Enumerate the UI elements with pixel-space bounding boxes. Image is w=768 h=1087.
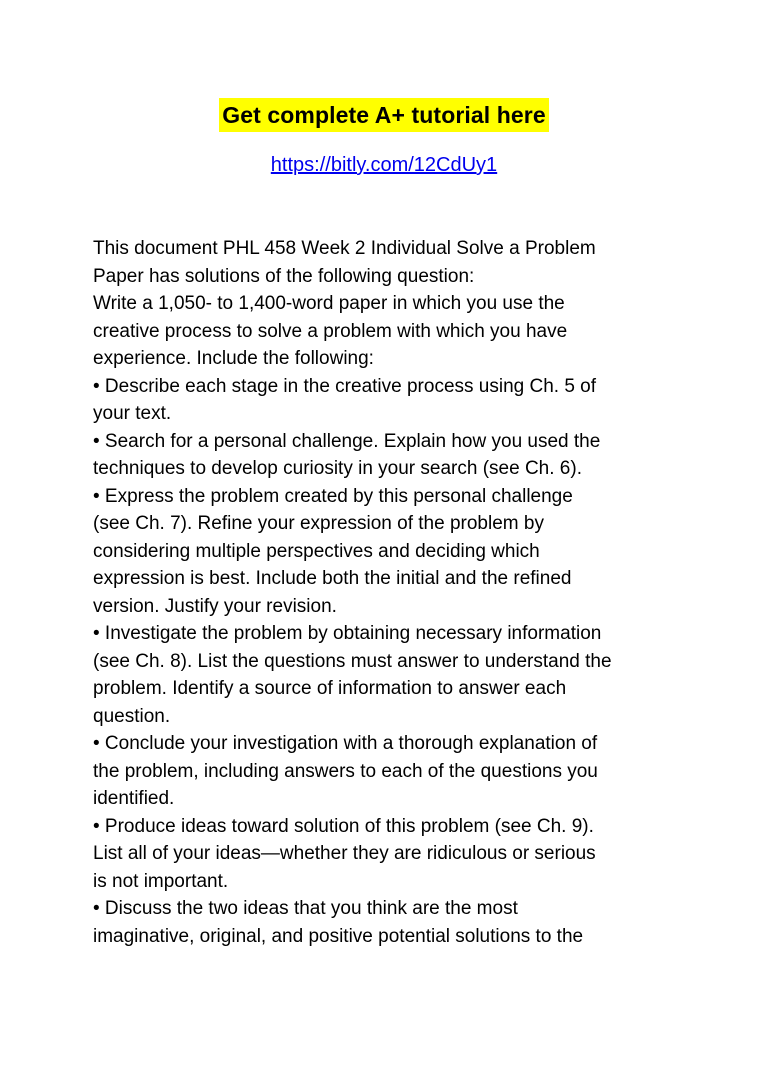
tutorial-link[interactable]: https://bitly.com/12CdUy1: [270, 154, 498, 176]
bullet-line: • Investigate the problem by obtaining necessary information: [93, 623, 602, 644]
body-line: (see Ch. 7). Refine your expression of the problem by: [93, 513, 544, 534]
body-line: Write a 1,050- to 1,400-word paper in which you use the: [93, 293, 565, 314]
body-line: (see Ch. 8). List the questions must answer to understand the: [93, 650, 612, 672]
body-line: techniques to develop curiosity in your search (see Ch. 6).: [93, 458, 582, 479]
body-line: problem. Identify a source of information to answer each: [93, 678, 567, 699]
bullet-line: • Express the problem created by this personal challenge: [93, 485, 573, 507]
document-body: [93, 235, 683, 950]
page-title: Get complete A+ tutorial here: [219, 98, 549, 132]
bullet-line: • Search for a personal challenge. Explain how you used the: [93, 430, 601, 452]
body-line: your text.: [93, 403, 172, 424]
body-line: question.: [93, 705, 171, 727]
body-line: Paper has solutions of the following question:: [93, 265, 475, 287]
bullet-line: • Conclude your investigation with a thorough explanation of: [93, 733, 598, 754]
body-line: creative process to solve a problem with which you have: [93, 320, 568, 342]
body-line: version. Justify your revision.: [93, 595, 337, 617]
title-container: [0, 98, 768, 132]
body-line: is not important.: [93, 870, 229, 892]
link-container: [0, 150, 768, 180]
body-line: This document PHL 458 Week 2 Individual Solve a Problem: [93, 238, 596, 259]
body-line: experience. Include the following:: [93, 348, 374, 369]
bullet-line: • Produce ideas toward solution of this problem (see Ch. 9).: [93, 815, 594, 837]
body-line: expression is best. Include both the initial and the refined: [93, 568, 572, 589]
body-line: imaginative, original, and positive potential solutions to the: [93, 925, 584, 947]
bullet-line: • Describe each stage in the creative process using Ch. 5 of: [93, 375, 597, 397]
body-line: the problem, including answers to each of the questions you: [93, 760, 598, 782]
body-line: List all of your ideas—whether they are ridiculous or serious: [93, 843, 596, 864]
bullet-line: • Discuss the two ideas that you think are the most: [93, 898, 518, 919]
body-line: considering multiple perspectives and deciding which: [93, 540, 540, 562]
body-line: identified.: [93, 788, 175, 809]
